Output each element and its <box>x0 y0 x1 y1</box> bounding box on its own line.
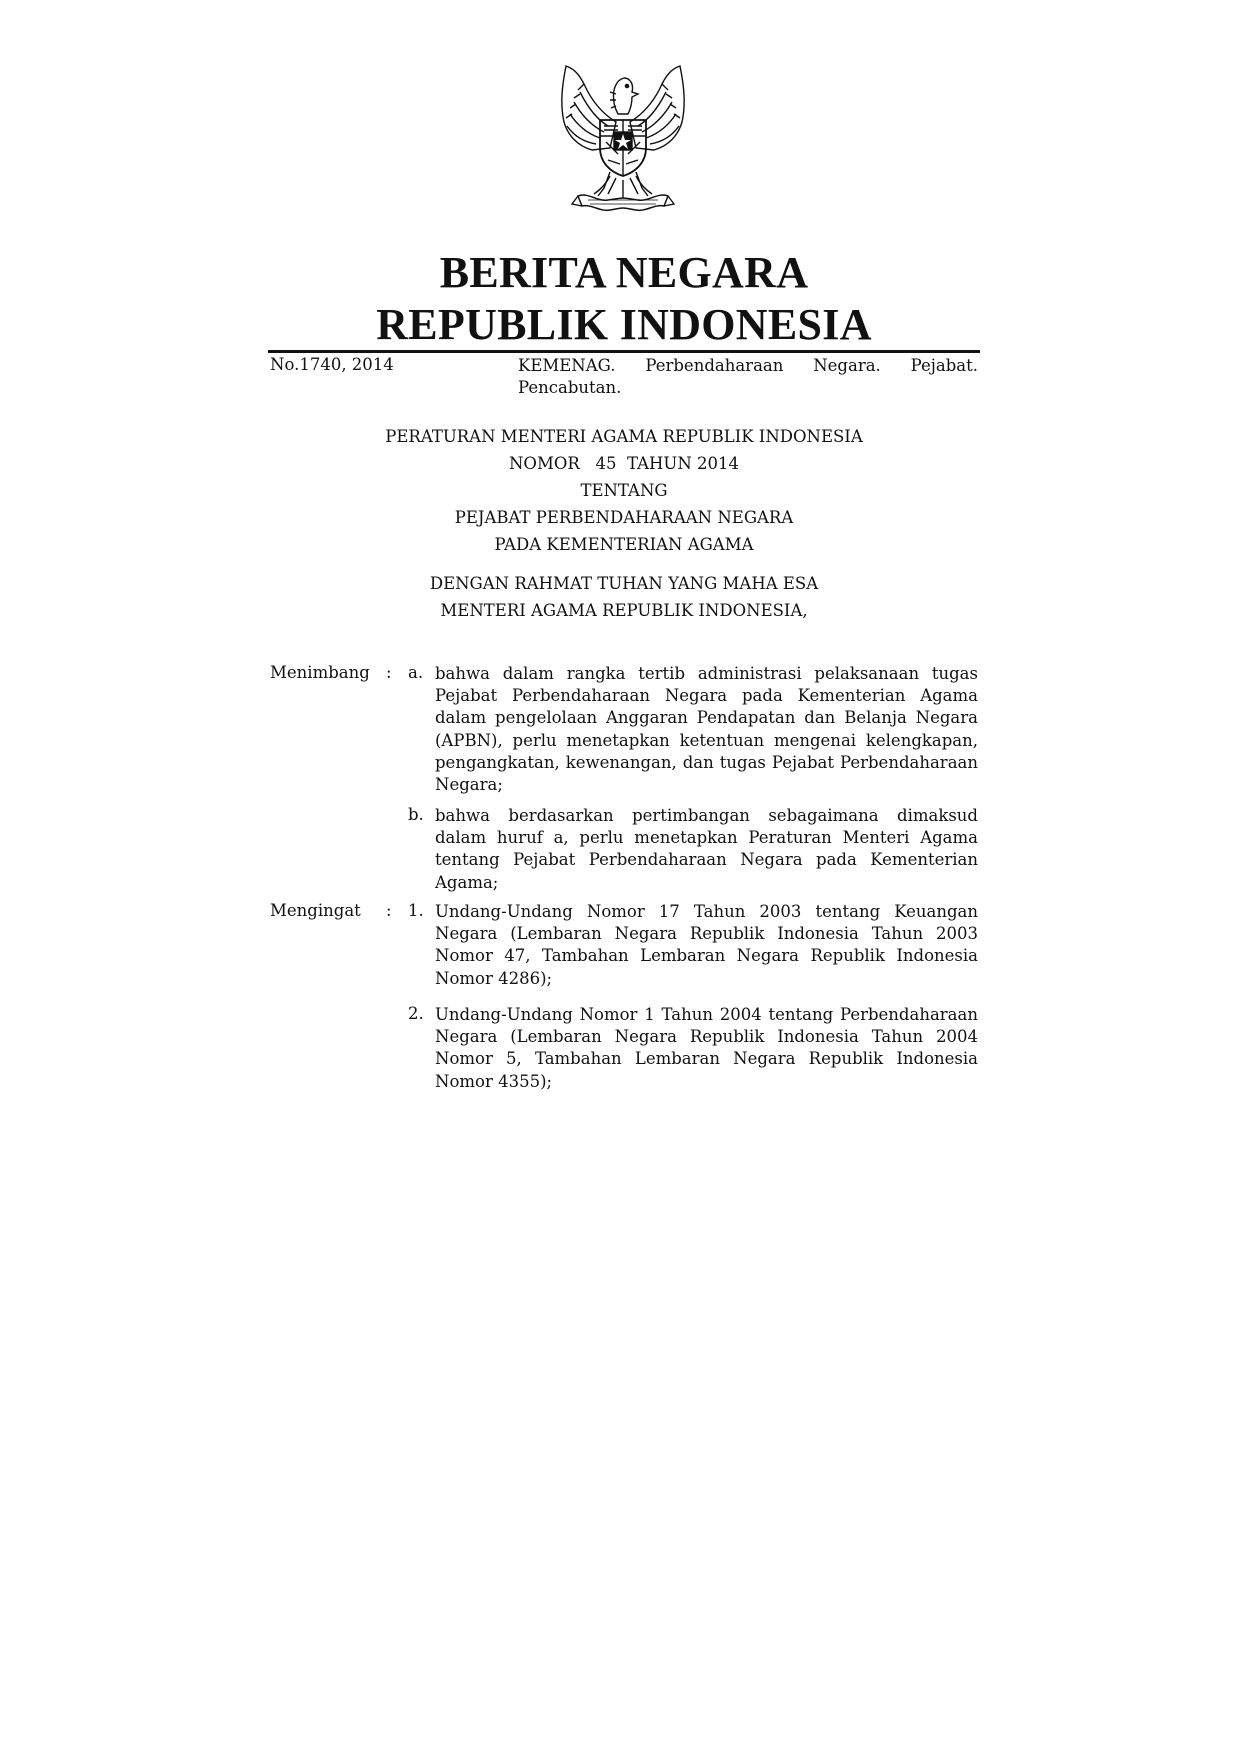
list-marker: 1. <box>408 901 424 920</box>
mengingat-item-2: Undang-Undang Nomor 1 Tahun 2004 tentang Perbendaharaan Negara (Lembaran Negara Republik Indonesia Tahun 2004 Nomor 5, Tambahan Lembaran Negara Republik Indonesia Nomor 4355); <box>435 1005 978 1091</box>
regulation-title <box>268 423 980 558</box>
regulation-title-line: TENTANG <box>580 481 668 500</box>
subject-line: KEMENAG. Perbendaharaan Negara. Pejabat. <box>518 356 978 375</box>
preamble <box>268 570 980 624</box>
list-marker: a. <box>408 663 424 682</box>
menimbang-colon: : <box>386 663 392 682</box>
menimbang-item-a: bahwa dalam rangka tertib administrasi pelaksanaan tugas Pejabat Perbendaharaan Negara pada Kementerian Agama dalam pengelolaan Anggaran Pendapatan dan Belanja Negara (APBN), perlu menetapkan ketentuan mengenai kelengkapan, pengangkatan, kewenangan, dan tugas Pejabat Perbendaharaan Negara; <box>435 664 978 795</box>
subject-line: Pencabutan. <box>518 378 622 397</box>
document-number: No.1740, 2014 <box>270 355 394 374</box>
menimbang-item-b: bahwa berdasarkan pertimbangan sebagaimana dimaksud dalam huruf a, perlu menetapkan Peraturan Menteri Agama tentang Pejabat Perbendaharaan Negara pada Kementerian Agama; <box>435 806 978 892</box>
mengingat-colon: : <box>386 901 392 920</box>
list-marker: 2. <box>408 1004 424 1023</box>
mengingat-item-1: Undang-Undang Nomor 17 Tahun 2003 tentang Keuangan Negara (Lembaran Negara Republik Indonesia Tahun 2003 Nomor 47, Tambahan Lembaran Negara Republik Indonesia Nomor 4286); <box>435 902 978 988</box>
masthead-divider <box>268 350 980 353</box>
mengingat-label: Mengingat <box>270 901 361 920</box>
menimbang-label: Menimbang <box>270 663 370 682</box>
preamble-line: MENTERI AGAMA REPUBLIK INDONESIA, <box>440 601 808 620</box>
masthead-title: BERITA NEGARA <box>439 248 809 297</box>
regulation-title-line: PADA KEMENTERIAN AGAMA <box>494 535 754 554</box>
garuda-emblem-icon <box>548 64 698 218</box>
regulation-number: NOMOR 45 TAHUN 2014 <box>508 454 740 473</box>
masthead-subtitle: REPUBLIK INDONESIA <box>376 300 872 349</box>
document-subject <box>518 355 978 399</box>
preamble-line: DENGAN RAHMAT TUHAN YANG MAHA ESA <box>429 574 819 593</box>
regulation-title-line: PERATURAN MENTERI AGAMA REPUBLIK INDONESIA <box>385 427 863 446</box>
regulation-title-line: PEJABAT PERBENDAHARAAN NEGARA <box>454 508 794 527</box>
list-marker: b. <box>408 805 424 824</box>
